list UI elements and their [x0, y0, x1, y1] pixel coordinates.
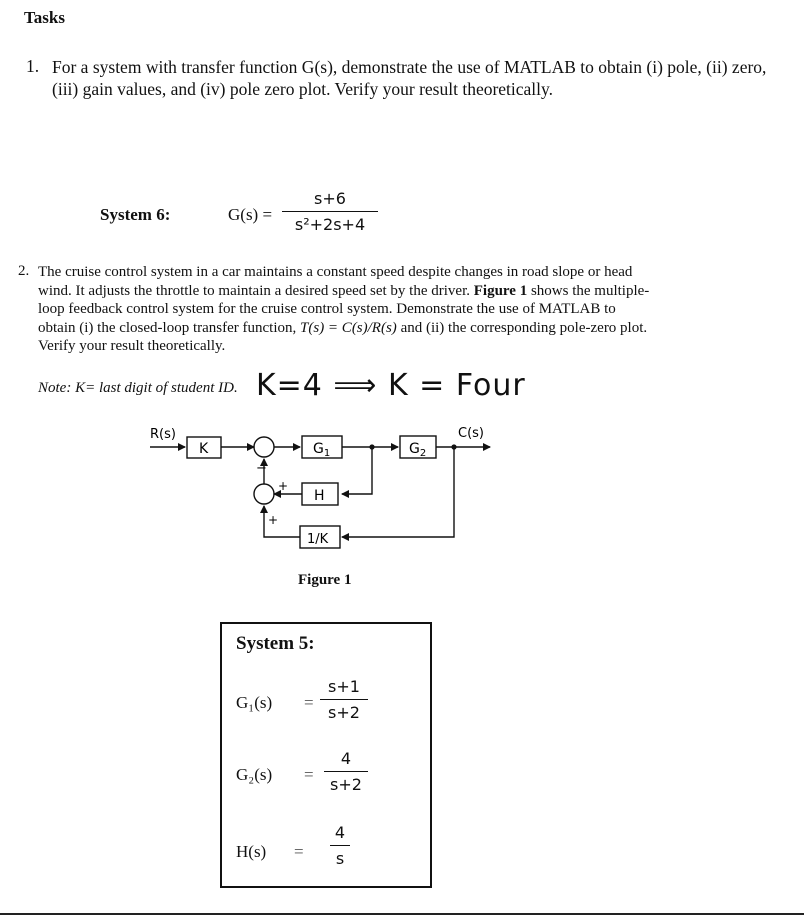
g2-numerator: 4 [340, 749, 352, 768]
h-fraction [330, 823, 350, 868]
task1-text: For a system with transfer function G(s), demonstrate the use of MATLAB to obtain (i) pole, (ii) zero, (iii) gain values, and (iv) pole zero plot. Verify your result theoretically. [52, 57, 767, 99]
bottom-rule [0, 913, 804, 915]
pickoff-point-1 [369, 444, 374, 449]
task2-text-part2: shows the multiple-loop feedback control system for the cruise control system. Demonstrate the use of MATLAB to obtain (i) the closed-loop transfer function, [38, 282, 650, 336]
gs-label: G(s) = [228, 205, 273, 224]
g1-subscript: 1 [323, 448, 331, 459]
task2-text-part3: and (ii) the corresponding pole-zero plot. Verify your result theoretically. [38, 319, 648, 354]
output-label: C(s) [458, 426, 484, 441]
task1-number: 1. [26, 56, 40, 76]
h-block-label: H [314, 488, 325, 504]
g2-fraction-bar [324, 771, 368, 772]
g1-fraction-bar [320, 699, 368, 700]
gs-numerator: s+6 [314, 189, 346, 208]
h-equals: = [294, 842, 304, 861]
g1-letter: G [313, 441, 324, 457]
summing-junction-2 [254, 484, 274, 504]
gs-denominator: s²+2s+4 [294, 215, 366, 234]
task2-number: 2. [18, 263, 30, 279]
task2-text-part1: The cruise control system in a car maintains a constant speed despite changes in road slope or head wind. It adjusts the throttle to maintain a desired speed set by the driver. [38, 264, 633, 299]
figure-caption: Figure 1 [298, 572, 352, 588]
pickoff-point-2 [451, 444, 456, 449]
plus-sign-k: + [268, 513, 279, 527]
system6-label: System 6: [100, 205, 171, 224]
g2-function-label: G₂(s) [236, 765, 273, 784]
g2-equals: = [304, 765, 314, 784]
g1-denominator: s+2 [328, 703, 360, 722]
system5-title: System 5: [236, 633, 315, 654]
inv-k-feedback-path [342, 447, 454, 537]
h-denominator: s [335, 849, 345, 868]
g2-letter: G [409, 441, 420, 457]
transfer-function-expr: T(s) = C(s)/R(s) [300, 319, 397, 336]
tasks-heading: Tasks [24, 8, 65, 27]
plus-sign-h: + [278, 479, 289, 493]
minus-sign: − [256, 461, 267, 476]
summing-junction-1 [254, 437, 274, 457]
g1-function-label: G₁(s) [236, 693, 273, 712]
figure-reference: Figure 1 [473, 282, 528, 299]
input-label: R(s) [150, 427, 176, 442]
g1-equals: = [304, 693, 314, 712]
g2-denominator: s+2 [330, 775, 362, 794]
h-numerator: 4 [334, 823, 346, 842]
g2-subscript: 2 [419, 448, 427, 459]
handwritten-annotation: K=4 ⟹ K = Four [256, 368, 526, 403]
g1-fraction [320, 677, 368, 722]
h-feedback-path [342, 447, 372, 494]
g2-fraction [324, 749, 368, 794]
g1-numerator: s+1 [328, 677, 360, 696]
g2-block-label [409, 441, 426, 459]
h-function-label: H(s) [236, 842, 267, 861]
k-block-label: K [199, 441, 209, 457]
g1-block-label [313, 441, 330, 459]
h-fraction-bar [330, 845, 350, 846]
note-text: Note: K= last digit of student ID. [38, 380, 238, 396]
inv-k-block-label: 1/K [307, 532, 329, 547]
